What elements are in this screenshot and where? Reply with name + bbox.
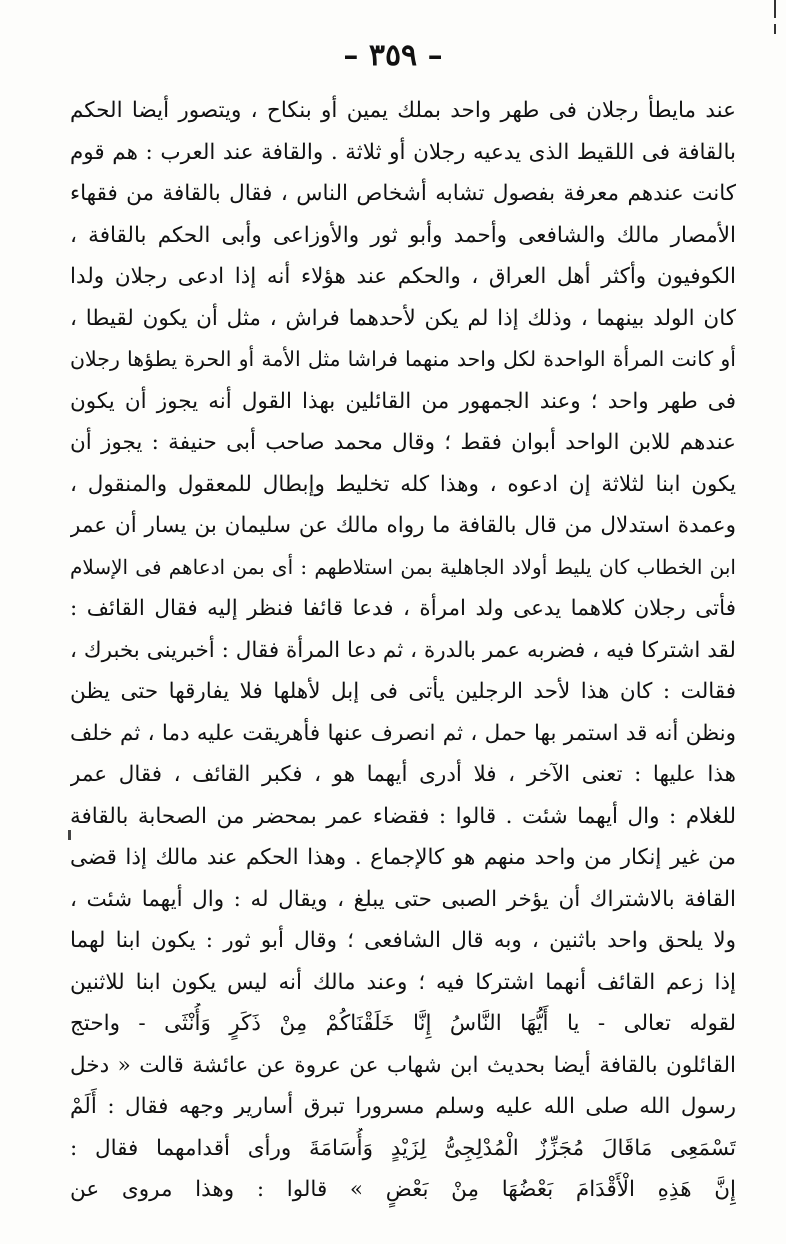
text-line: الأمصار مالك والشافعى وأحمد وأبو ثور والأوزاعى وأبى الحكم بالقافة ، — [70, 222, 736, 248]
text-line: ابن الخطاب كان يليط أولاد الجاهلية بمن استلاطهم : أى بمن ادعاهم فى الإسلام — [70, 554, 736, 579]
body-text — [70, 90, 736, 1211]
text-line: الكوفيون وأكثر أهل العراق ، والحكم عند هؤلاء أنه إذا ادعى رجلان ولدا — [70, 264, 736, 289]
text-line: عند مايطأ رجلان فى طهر واحد بملك يمين أو بنكاح ، ويتصور أيضا الحكم — [70, 98, 736, 123]
text-line: القافة بالاشتراك أن يؤخر الصبى حتى يبلغ ، ويقال له : وال أيهما شئت ، — [70, 886, 736, 912]
text-line: يكون ابنا لثلاثة إن ادعوه ، وهذا كله تخليط وإبطال للمعقول والمنقول ، — [70, 471, 736, 497]
text-line: هذا عليها : تعنى الآخر ، فلا أدرى أيهما هو ، فكبر القائف ، فقال عمر — [70, 762, 736, 787]
text-line: كانت عندهم معرفة بفصول تشابه أشخاص الناس ، فقال بالقافة من فقهاء — [70, 181, 736, 206]
text-line: عندهم للابن الواحد أبوان فقط ؛ وقال محمد صاحب أبى حنيفة : يجوز أن — [70, 430, 736, 455]
text-line: ونظن أنه قد استمر بها حمل ، ثم انصرف عنها فأهريقت عليه دما ، ثم خلف — [70, 720, 736, 746]
text-line: تَسْمَعِى مَاقَالَ مُجَزِّزٌ الْمُدْلِجِىُّ لِزَيْدٍ وَأُسَامَةَ ورأى أقدامهما فقال : — [70, 1135, 736, 1161]
text-line: للغلام : وال أيهما شئت . قالوا : فقضاء عمر بمحضر من الصحابة بالقافة — [70, 803, 736, 829]
text-line: من غير إنكار من واحد منهم هو كالإجماع . وهذا الحكم عند مالك إذا قضى — [70, 845, 736, 870]
page-number: – ٣٥٩ – — [343, 38, 443, 73]
text-line: فى طهر واحد ؛ وعند الجمهور من القائلين بهذا القول أنه يجوز أن يكون — [70, 388, 736, 414]
text-line: ولا يلحق واحد باثنين ، وبه قال الشافعى ؛ وقال أبو ثور : يكون ابنا لهما — [70, 928, 736, 953]
text-line: فأتى رجلان كلاهما يدعى ولد امرأة ، فدعا قائفا فنظر إليه فقال القائف : — [70, 596, 736, 621]
text-line: القائلون بالقافة أيضا بحديث ابن شهاب عن عروة عن عائشة قالت « دخل — [70, 1052, 736, 1078]
text-line: أو كانت المرأة الواحدة لكل واحد منهما فراشا مثل الأمة أو الحرة يطؤها رجلان — [70, 347, 736, 371]
text-line: إِنَّ هَذِهِ الْأَقْدَامَ بَعْضُهَا مِنْ بَعْضٍ » قالوا : وهذا مروى عن — [70, 1177, 736, 1202]
text-line: لقد اشتركا فيه ، فضربه عمر بالدرة ، ثم دعا المرأة فقال : أخبرينى بخبرك ، — [70, 637, 736, 663]
text-line: إذا زعم القائف أنهما اشتركا فيه ؛ وعند مالك أنه ليس يكون ابنا للاثنين — [70, 969, 736, 995]
text-line: رسول الله صلى الله عليه وسلم مسرورا تبرق أسارير وجهه فقال : أَلَمْ — [70, 1094, 736, 1119]
text-line: فقالت : كان هذا لأحد الرجلين يأتى فى إبل لأهلها فلا يفارقها حتى يظن — [70, 679, 736, 704]
text-line: كان الولد بينهما ، وذلك إذا لم يكن لأحدهما فراش ، مثل أن يكون لقيطا ، — [70, 305, 736, 331]
text-line: لقوله تعالى - يا أَيُّهَا النَّاسُ إِنَّا خَلَقْنَاكُمْ مِنْ ذَكَرٍ وَأُنْثَى - واحتج — [70, 1011, 736, 1036]
margin-mark — [68, 830, 71, 840]
text-line: وعمدة استدلال من قال بالقافة ما رواه مالك عن سليمان بن يسار أن عمر — [70, 513, 736, 538]
text-line: بالقافة فى اللقيط الذى يدعيه رجلان أو ثلاثة . والقافة عند العرب : هم قوم — [70, 139, 736, 165]
